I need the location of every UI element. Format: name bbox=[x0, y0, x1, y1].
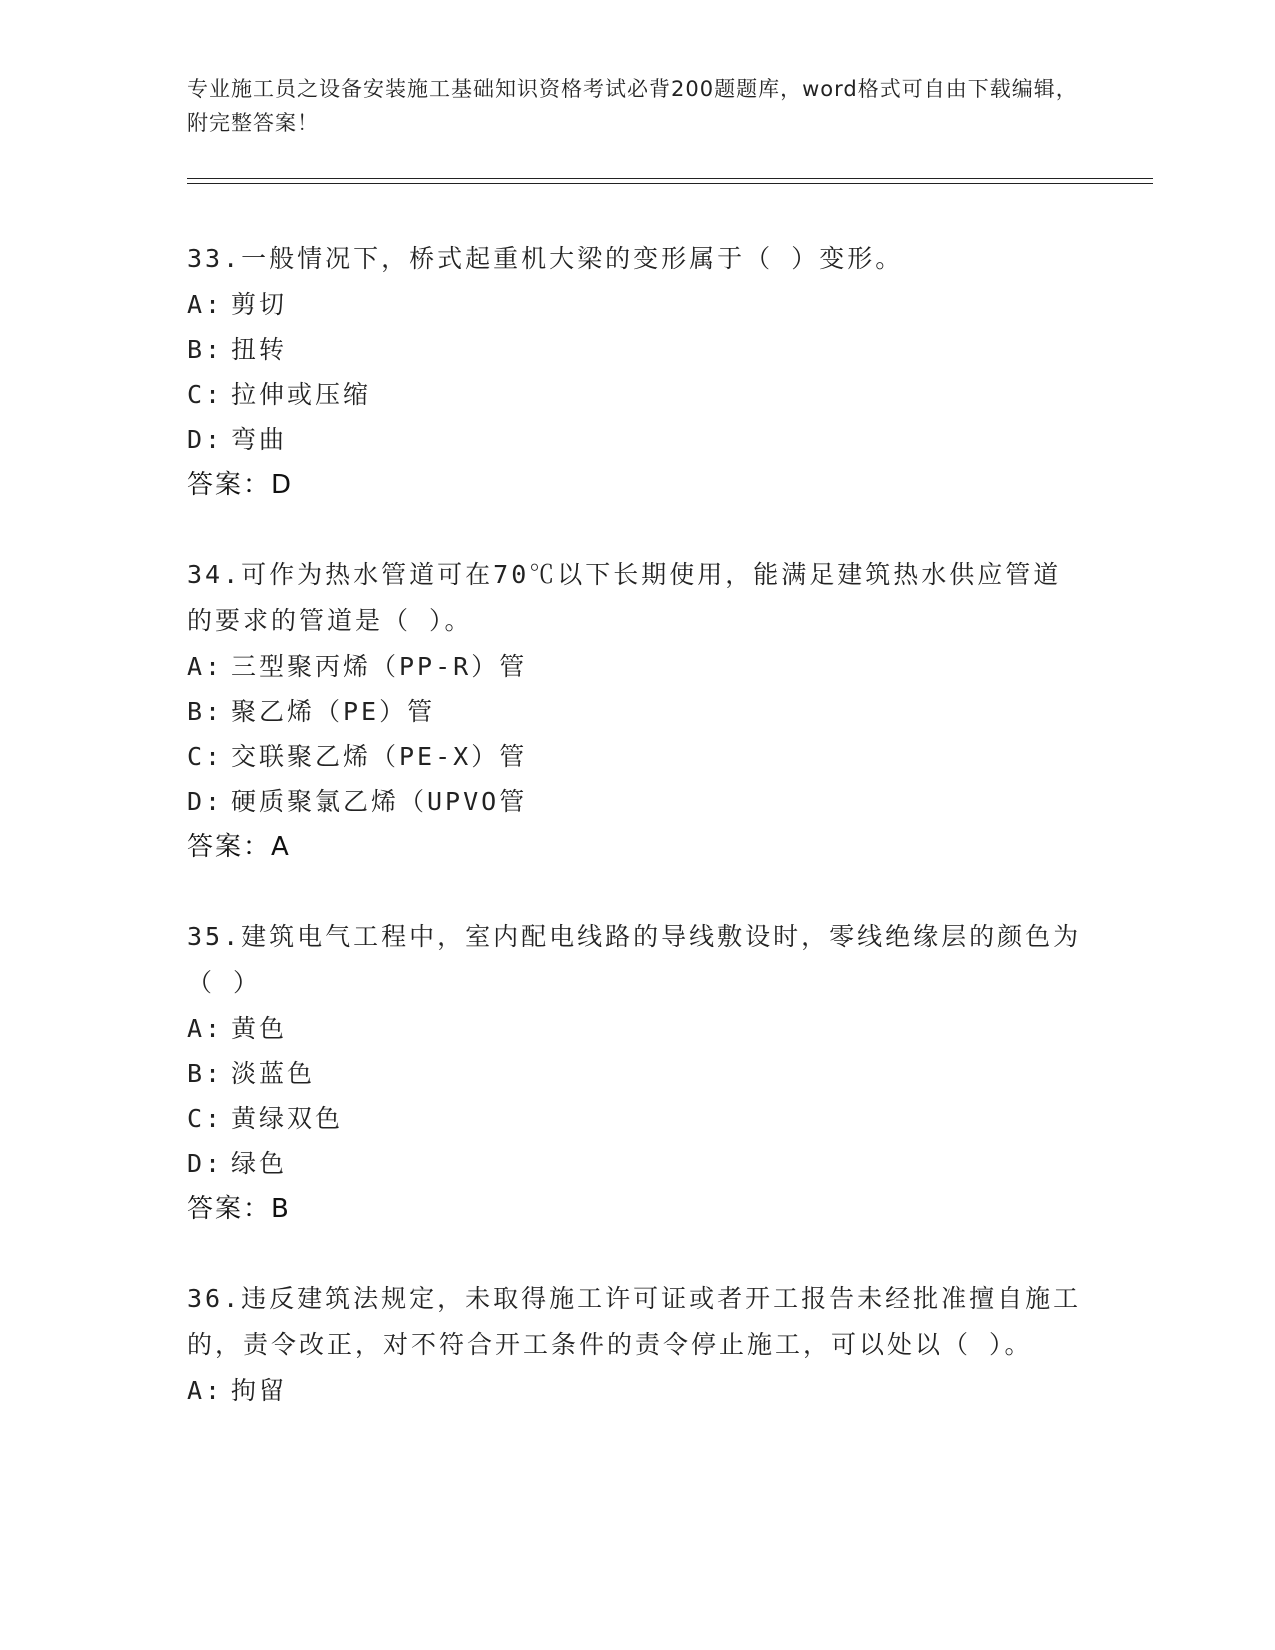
option-letter: D: bbox=[187, 1149, 224, 1178]
option-b bbox=[187, 1051, 1087, 1096]
option-text: 剪切 bbox=[231, 290, 288, 319]
question-stem: 36.违反建筑法规定，未取得施工许可证或者开工报告未经批准擅自施工的，责令改正，对不符合开工条件的责令停止施工，可以处以（ ）。 bbox=[187, 1284, 1082, 1359]
document-header: 专业施工员之设备安装施工基础知识资格考试必背200题题库，word格式可自由下载编辑，附完整答案！ bbox=[187, 77, 1078, 135]
option-c bbox=[187, 734, 1087, 779]
question-stem: 35.建筑电气工程中，室内配电线路的导线敷设时，零线绝缘层的颜色为（ ） bbox=[187, 922, 1082, 997]
option-text: 拘留 bbox=[231, 1376, 288, 1405]
option-letter: C: bbox=[187, 742, 224, 771]
option-d bbox=[187, 779, 1087, 824]
option-text: 绿色 bbox=[231, 1149, 288, 1178]
answer-line: 答案：D bbox=[187, 470, 294, 500]
option-letter: C: bbox=[187, 1104, 224, 1133]
option-text: 硬质聚氯乙烯（UPVO管 bbox=[231, 787, 528, 816]
option-text: 聚乙烯（PE）管 bbox=[231, 697, 436, 726]
option-letter: A: bbox=[187, 290, 224, 319]
option-d bbox=[187, 1141, 1087, 1186]
option-text: 三型聚丙烯（PP-R）管 bbox=[231, 652, 528, 681]
option-text: 交联聚乙烯（PE-X）管 bbox=[231, 742, 528, 771]
option-a bbox=[187, 1368, 1087, 1413]
option-b bbox=[187, 689, 1087, 734]
option-a bbox=[187, 644, 1087, 689]
option-text: 扭转 bbox=[231, 335, 288, 364]
answer-line: 答案：A bbox=[187, 832, 291, 862]
option-c bbox=[187, 1096, 1087, 1141]
question-34 bbox=[187, 552, 1087, 870]
option-letter: B: bbox=[187, 1059, 224, 1088]
question-stem: 34.可作为热水管道可在70℃以下长期使用，能满足建筑热水供应管道的要求的管道是（ ）。 bbox=[187, 560, 1062, 635]
option-a bbox=[187, 282, 1087, 327]
option-letter: D: bbox=[187, 787, 224, 816]
header-divider-top bbox=[187, 178, 1153, 179]
option-c bbox=[187, 372, 1087, 417]
option-letter: D: bbox=[187, 425, 224, 454]
question-33 bbox=[187, 236, 1087, 508]
option-text: 拉伸或压缩 bbox=[231, 380, 372, 409]
option-letter: B: bbox=[187, 335, 224, 364]
option-letter: A: bbox=[187, 652, 224, 681]
option-a bbox=[187, 1006, 1087, 1051]
question-35 bbox=[187, 914, 1087, 1232]
option-letter: A: bbox=[187, 1014, 224, 1043]
option-text: 弯曲 bbox=[231, 425, 288, 454]
answer-line: 答案：B bbox=[187, 1194, 291, 1224]
option-letter: B: bbox=[187, 697, 224, 726]
question-stem: 33.一般情况下，桥式起重机大梁的变形属于（ ）变形。 bbox=[187, 244, 904, 273]
option-d bbox=[187, 417, 1087, 462]
header-divider-bottom bbox=[187, 183, 1153, 184]
option-b bbox=[187, 327, 1087, 372]
question-list bbox=[187, 236, 1087, 1457]
option-text: 淡蓝色 bbox=[231, 1059, 316, 1088]
question-36 bbox=[187, 1276, 1087, 1413]
option-text: 黄绿双色 bbox=[231, 1104, 344, 1133]
option-text: 黄色 bbox=[231, 1014, 288, 1043]
option-letter: A: bbox=[187, 1376, 224, 1405]
option-letter: C: bbox=[187, 380, 224, 409]
